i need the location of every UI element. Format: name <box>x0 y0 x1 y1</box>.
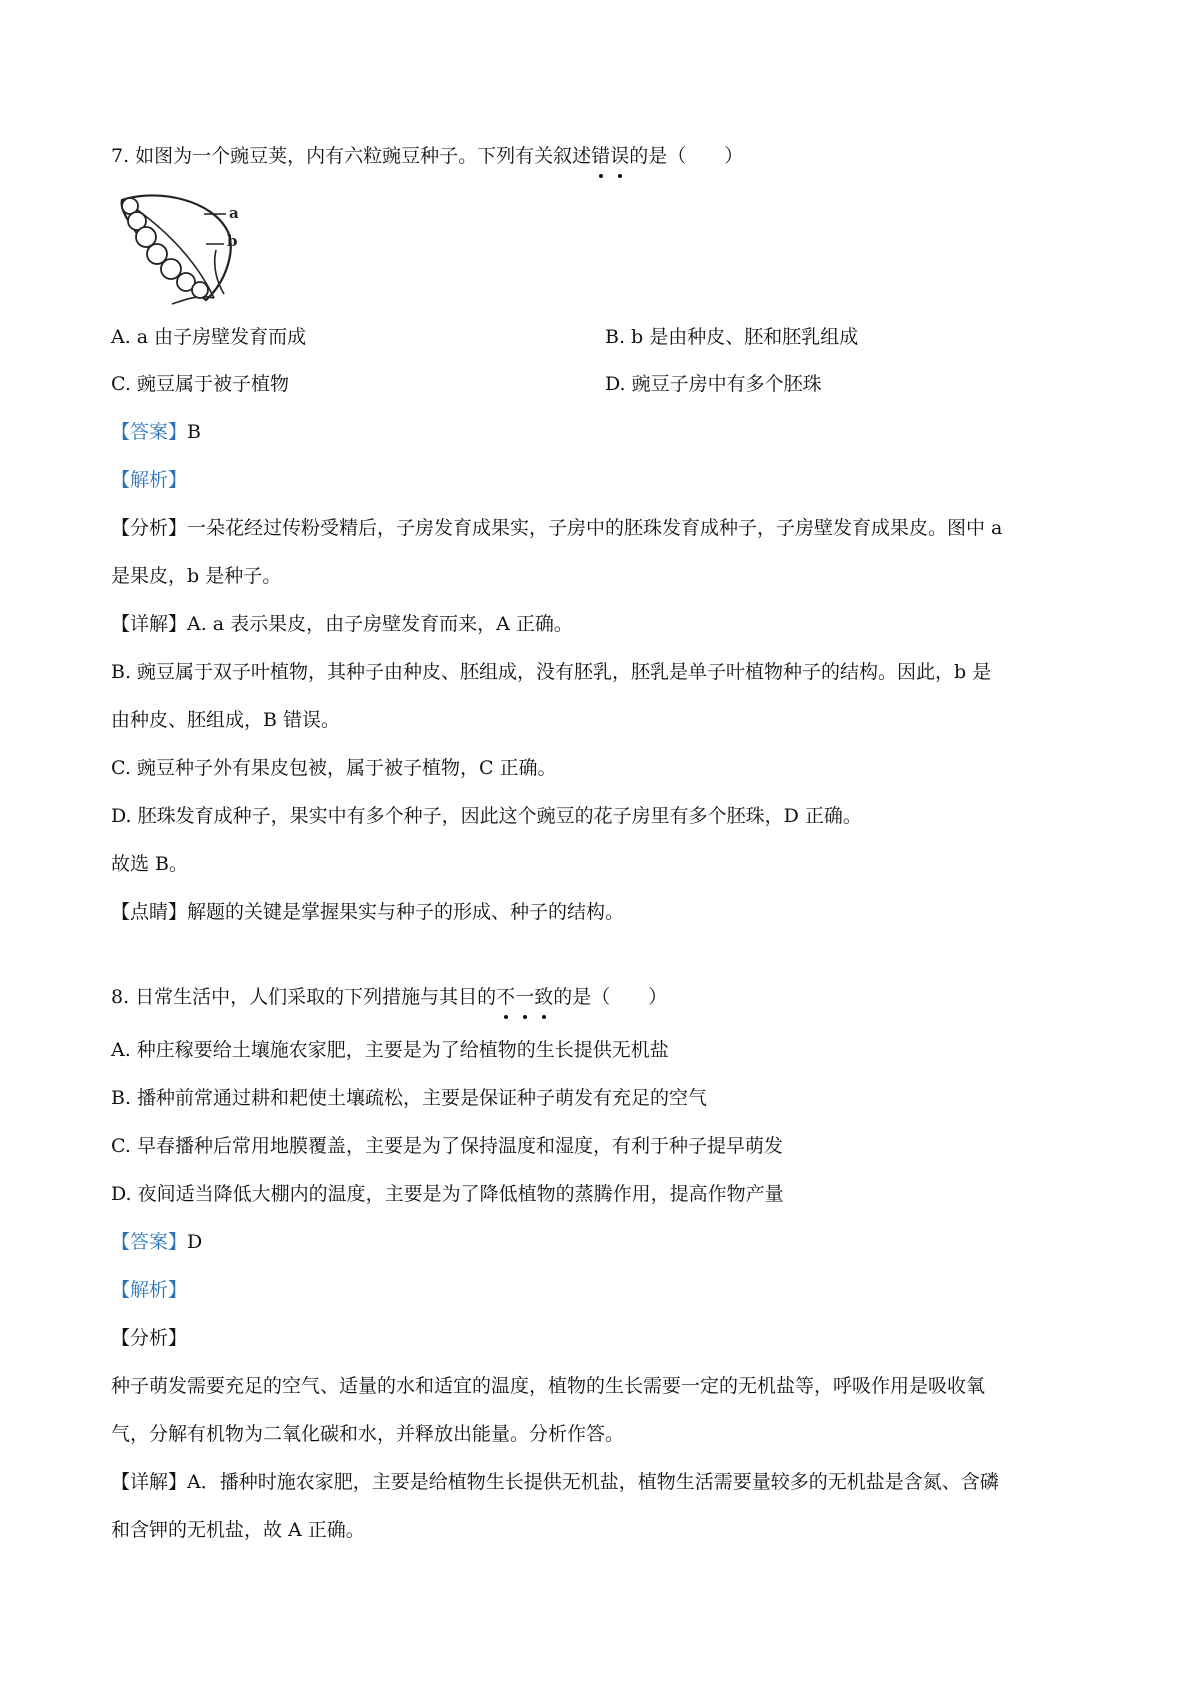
label-a: a <box>229 204 239 222</box>
q7-option-c: C. 豌豆属于被子植物 <box>111 373 289 395</box>
q8-analysis-tag: 【分析】 <box>111 1327 188 1349</box>
q7-analysis-1: 【分析】一朵花经过传粉受精后，子房发育成果实，子房中的胚珠发育成种子，子房壁发育成果皮。图中 a <box>111 517 1003 539</box>
q8-analysis-2: 气，分解有机物为二氧化碳和水，并释放出能量。分析作答。 <box>111 1423 625 1445</box>
q8-option-a: A. 种庄稼要给土壤施农家肥，主要是为了给植物的生长提供无机盐 <box>111 1039 669 1061</box>
q8-option-d: D. 夜间适当降低大棚内的温度，主要是为了降低植物的蒸腾作用，提高作物产量 <box>111 1183 784 1205</box>
q8-jiexi-tag: 【解析】 <box>111 1279 188 1301</box>
q7-answer: 【答案】B <box>111 421 201 443</box>
q7-stem: 7. 如图为一个豌豆荚，内有六粒豌豆种子。下列有关叙述错误的是（ ） <box>111 145 744 167</box>
pea-pod-figure <box>118 190 268 310</box>
emphasis-char: 误 <box>610 145 630 167</box>
label-b: b <box>227 232 238 250</box>
q8-answer: 【答案】D <box>111 1231 203 1253</box>
emphasis-char: 不 <box>496 986 516 1008</box>
answer-tag: 【答案】 <box>111 1231 188 1253</box>
q7-comment: 【点睛】解题的关键是掌握果实与种子的形成、种子的结构。 <box>111 901 625 923</box>
q7-option-d: D. 豌豆子房中有多个胚珠 <box>605 373 822 395</box>
q7-analysis-2: 是果皮，b 是种子。 <box>111 565 282 587</box>
q7-option-b: B. b 是由种皮、胚和胚乳组成 <box>605 326 859 348</box>
answer-tag: 【答案】 <box>111 421 188 443</box>
q8-detail-2: 和含钾的无机盐，故 A 正确。 <box>111 1519 365 1541</box>
q7-choose: 故选 B。 <box>111 853 189 875</box>
q8-analysis-1: 种子萌发需要充足的空气、适量的水和适宜的温度，植物的生长需要一定的无机盐等，呼吸作用是吸收氧 <box>111 1375 986 1397</box>
emphasis-char: 一 <box>515 986 535 1008</box>
q7-detail-2: B. 豌豆属于双子叶植物，其种子由种皮、胚组成，没有胚乳，胚乳是单子叶植物种子的结构。因此，b 是 <box>111 661 992 683</box>
q8-stem: 8. 日常生活中，人们采取的下列措施与其目的不一致的是（ ） <box>111 986 668 1008</box>
q8-option-c: C. 早春播种后常用地膜覆盖，主要是为了保持温度和湿度，有利于种子提早萌发 <box>111 1135 783 1157</box>
q7-detail-3: 由种皮、胚组成，B 错误。 <box>111 709 341 731</box>
q7-detail-1: 【详解】A. a 表示果皮，由子房壁发育而来，A 正确。 <box>111 613 573 635</box>
q7-detail-5: D. 胚珠发育成种子，果实中有多个种子，因此这个豌豆的花子房里有多个胚珠，D 正确。 <box>111 805 862 827</box>
q8-detail-1: 【详解】A．播种时施农家肥，主要是给植物生长提供无机盐，植物生活需要量较多的无机盐是含氮、含磷 <box>111 1471 999 1493</box>
emphasis-char: 致 <box>534 986 554 1008</box>
q8-option-b: B. 播种前常通过耕和耙使土壤疏松，主要是保证种子萌发有充足的空气 <box>111 1087 708 1109</box>
q7-jiexi-tag: 【解析】 <box>111 469 188 491</box>
q7-option-a: A. a 由子房壁发育而成 <box>111 326 307 348</box>
q7-detail-4: C. 豌豆种子外有果皮包被，属于被子植物，C 正确。 <box>111 757 557 779</box>
emphasis-char: 错 <box>591 145 611 167</box>
